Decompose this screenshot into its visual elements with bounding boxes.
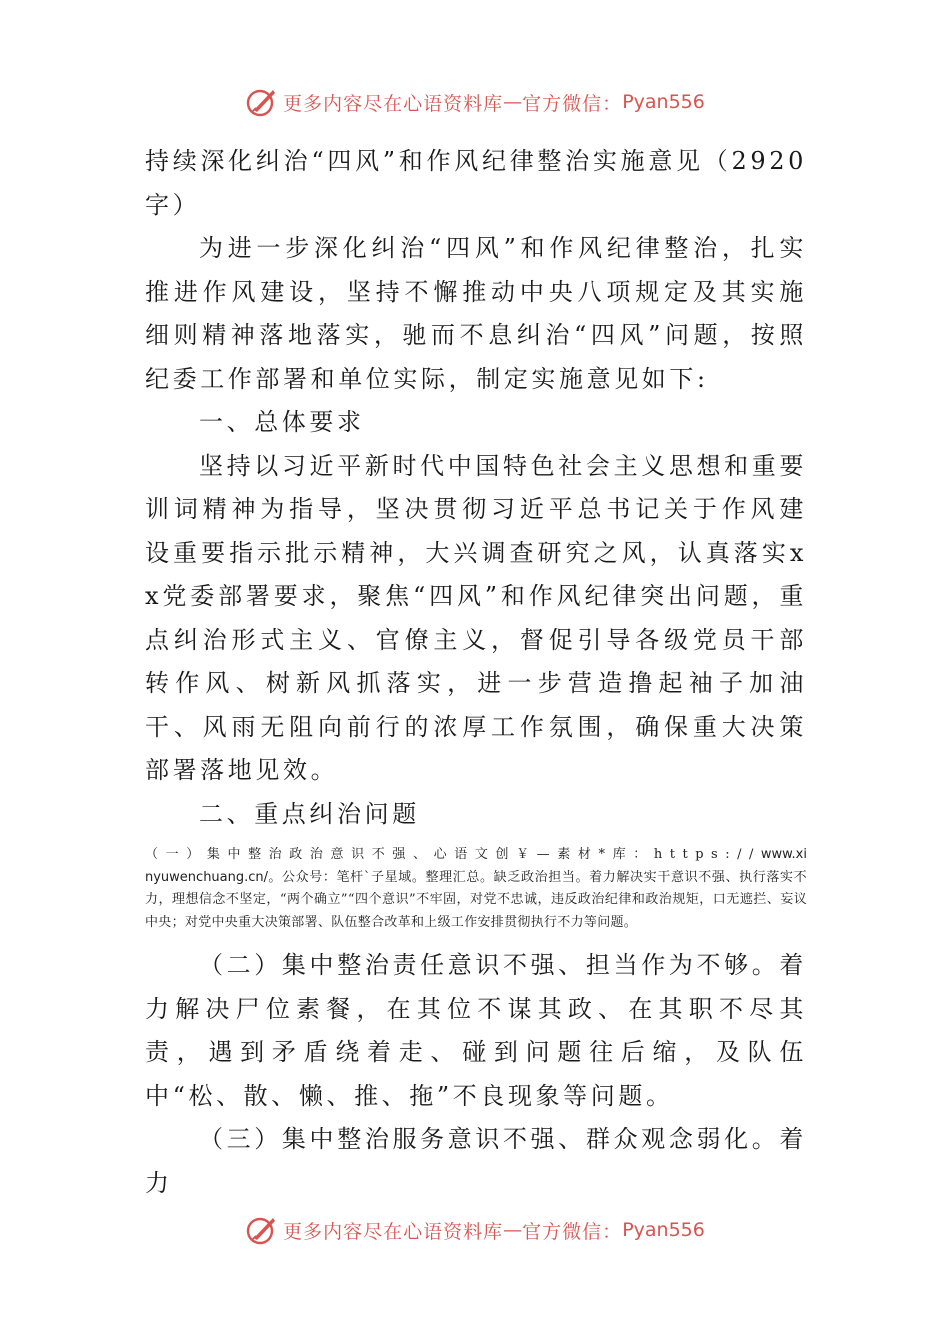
document-body [145, 140, 807, 1205]
item1-lead: （一）集中整治政治意识不强、心语文创￥—素材*库：https:// [145, 847, 761, 862]
item3-paragraph: （三）集中整治服务意识不强、群众观念弱化。着力 [145, 1125, 807, 1197]
banner-official-label: 官方微信： [522, 1220, 623, 1243]
banner-separator: — [503, 1219, 523, 1241]
quill-logo-icon [245, 1213, 279, 1247]
footer-watermark-banner [0, 1210, 950, 1250]
header-watermark-banner [0, 82, 950, 122]
section1-heading: 一、总体要求 [199, 408, 365, 436]
quill-logo-icon [245, 85, 279, 119]
item1-rest: 。公众号：笔杆`子星域。整理汇总。缺乏政治担当。着力解决实干意识不强、执行落实不力，理想信念不坚定，“两个确立”“四个意识”不牢固，对党不忠诚，违反政治纪律和政治规矩，口无遮拦、妄议中央；对党中央重大决策部署、队伍整合改革和上级工作安排贯彻执行不力等问题。 [145, 869, 807, 930]
banner-separator: — [503, 91, 523, 113]
banner-wechat-id: Pyan556 [622, 91, 705, 113]
banner-wechat-id: Pyan556 [622, 1219, 705, 1241]
section1-paragraph: 坚持以习近平新时代中国特色社会主义思想和重要训词精神为指导，坚决贯彻习近平总书记关于作风建设重要指示批示精神，大兴调查研究之风，认真落实xx党委部署要求，聚焦“四风”和作风纪律突出问题，重点纠治形式主义、官僚主义，督促引导各级党员干部转作风、树新风抓落实，进一步营造撸起袖子加油干、风雨无阻向前行的浓厚工作氛围，确保重大决策部署落地见效。 [145, 451, 807, 784]
banner-text: 更多内容尽在心语资料库 [283, 1220, 504, 1243]
item1-url: www.xinyuwenchuang.cn/ [145, 847, 807, 885]
item1-paragraph [145, 844, 807, 934]
item2-paragraph: （二）集中整治责任意识不强、担当作为不够。着力解决尸位素餐，在其位不谋其政、在其职不尽其责，遇到矛盾绕着走、碰到问题往后缩，及队伍中“松、散、懒、推、拖”不良现象等问题。 [145, 951, 807, 1110]
intro-paragraph: 为进一步深化纠治“四风”和作风纪律整治，扎实推进作风建设，坚持不懈推动中央八项规定及其实施细则精神落地落实，驰而不息纠治“四风”问题，按照纪委工作部署和单位实际，制定实施意见如下: [145, 234, 807, 393]
banner-official-label: 官方微信： [522, 92, 623, 115]
document-title: 持续深化纠治“四风”和作风纪律整治实施意见（2920字） [145, 147, 807, 219]
section2-heading: 二、重点纠治问题 [199, 799, 420, 828]
banner-text: 更多内容尽在心语资料库 [283, 92, 504, 115]
